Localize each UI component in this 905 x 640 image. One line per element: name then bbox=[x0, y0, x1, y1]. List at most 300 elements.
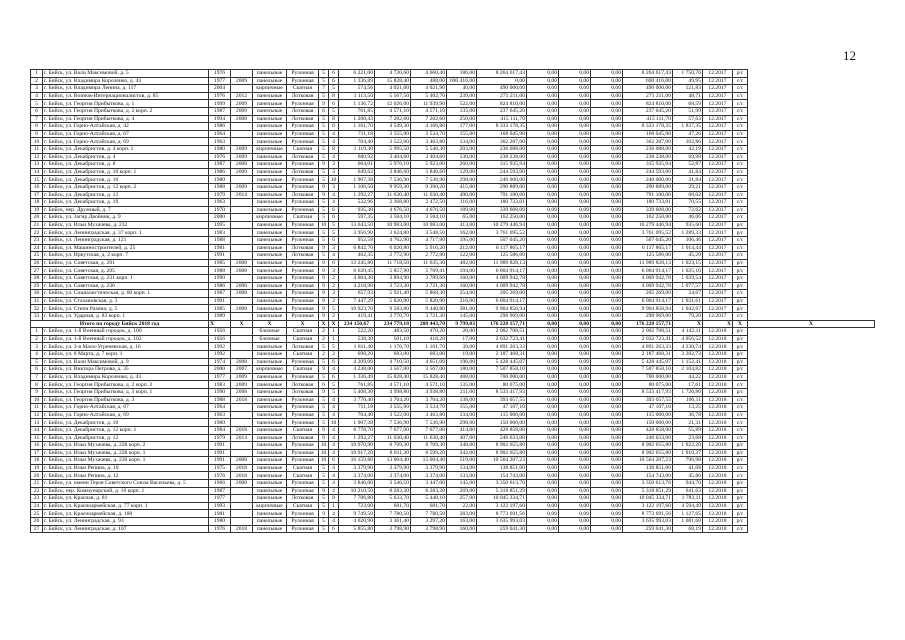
table-cell: 1956 bbox=[209, 335, 231, 343]
table-cell: Рулонная bbox=[287, 525, 319, 533]
table-cell: 4 bbox=[329, 199, 339, 207]
table-cell: р/с bbox=[733, 388, 748, 396]
table-cell: 2009 bbox=[231, 381, 253, 389]
table-row bbox=[31, 100, 875, 108]
table-cell: 13 bbox=[31, 419, 43, 427]
table-cell: 20 bbox=[31, 472, 43, 480]
table-cell bbox=[231, 85, 253, 93]
table-cell: 133,00 bbox=[447, 472, 477, 480]
table-cell: 0,00 bbox=[559, 221, 591, 229]
table-cell: 6 004 914,17 bbox=[477, 267, 527, 275]
table-cell: с/с bbox=[733, 183, 748, 191]
table-cell: г. Бийск, ул. Советская, д. 205 bbox=[43, 267, 209, 275]
table-cell: 8 283,30 bbox=[375, 487, 411, 495]
table-cell: г. Бийск, ул. Красноармейская, д. 180 bbox=[43, 510, 209, 518]
table-cell: 1986 bbox=[209, 123, 231, 131]
table-cell: г. Бийск, ул. Горно-Алтайская, д. 67 bbox=[43, 130, 209, 138]
table-cell: 13 004,40 bbox=[411, 457, 447, 465]
table-cell bbox=[231, 206, 253, 214]
table-cell: Рулонная bbox=[287, 457, 319, 465]
table-cell: г. Бийск, ул. Советская, д. 201 bbox=[43, 259, 209, 267]
table-cell: 5 820,90 bbox=[375, 297, 411, 305]
table-cell: 8 bbox=[31, 381, 43, 389]
table-cell: 20,00 bbox=[447, 328, 477, 336]
table-cell: с/с bbox=[733, 77, 748, 85]
table-cell: панельные bbox=[253, 153, 287, 161]
table-cell: с/с bbox=[733, 472, 748, 480]
table-cell: 12.2017 bbox=[703, 123, 733, 131]
section-cell: X bbox=[733, 320, 748, 328]
table-cell: 189,00 bbox=[447, 206, 477, 214]
table-cell: 1981 bbox=[209, 510, 231, 518]
table-cell: 0,00 bbox=[477, 77, 527, 85]
table-cell: 3 447,00 bbox=[411, 480, 447, 488]
table-cell: 6 bbox=[329, 100, 339, 108]
table-cell: г. Бийск, ул. Ленинградская, д. 121 bbox=[43, 237, 209, 245]
table-cell: 41,84 bbox=[673, 168, 703, 176]
table-cell: панельные bbox=[253, 495, 287, 503]
table-cell: 1 336,89 bbox=[339, 77, 375, 85]
table-cell: 0,00 bbox=[559, 252, 591, 260]
table-cell: 393 057,55 bbox=[477, 396, 527, 404]
table-body bbox=[31, 70, 875, 533]
table-cell: 2008 bbox=[231, 282, 253, 290]
table-cell: 0,00 bbox=[591, 229, 623, 237]
table-cell: 700 000,00 bbox=[477, 373, 527, 381]
table-cell: г. Бийск, ул. Степи Разина, д. 5 bbox=[43, 305, 209, 313]
table-cell: 9 bbox=[319, 267, 329, 275]
table-cell: 2008 bbox=[231, 358, 253, 366]
table-cell: 0,00 bbox=[527, 282, 559, 290]
table-cell: г. Бийск, ул. Ильи Репина, д. 10 bbox=[43, 464, 209, 472]
table-cell: 12.2017 bbox=[703, 115, 733, 123]
table-cell: г. Бийск, ул. Декабристов, д. 12 корп. 2 bbox=[43, 183, 209, 191]
table-cell: 160,00 bbox=[447, 275, 477, 283]
table-cell: 0,00 bbox=[527, 502, 559, 510]
table-cell: 1983 bbox=[209, 229, 231, 237]
table-cell: 154 743,00 bbox=[477, 472, 527, 480]
table-cell: 1987 bbox=[209, 290, 231, 298]
section-cell: X bbox=[748, 320, 875, 328]
table-cell: 12.2017 bbox=[703, 244, 733, 252]
table-cell: г. Бийск, ул. Горно-Алтайская, д. 69 bbox=[43, 411, 209, 419]
table-cell: 250,00 bbox=[447, 115, 477, 123]
table-cell: 15 bbox=[31, 434, 43, 442]
table-cell bbox=[231, 487, 253, 495]
table-cell: Рулонная bbox=[287, 70, 319, 78]
table-cell: 9 bbox=[319, 183, 329, 191]
table-cell: 0,00 bbox=[559, 411, 591, 419]
table-cell: 683,00 bbox=[411, 350, 447, 358]
table-row bbox=[31, 381, 875, 389]
table-cell: 138 851,00 bbox=[477, 464, 527, 472]
table-cell: с/с bbox=[733, 153, 748, 161]
table-cell: р/с bbox=[733, 282, 748, 290]
table-cell: 11 630,40 bbox=[411, 434, 447, 442]
table-cell: г. Бийск, ул. 1-й Военный городок, д. 102 bbox=[43, 335, 209, 343]
table-cell: 711,18 bbox=[339, 404, 375, 412]
table-cell: 342,00 bbox=[447, 449, 477, 457]
table-cell: 0,00 bbox=[527, 442, 559, 450]
table-cell: 0,00 bbox=[527, 518, 559, 526]
table-cell: 3 534,70 bbox=[411, 404, 447, 412]
table-row bbox=[31, 168, 875, 176]
table-cell: с/с bbox=[733, 381, 748, 389]
table-cell: 180,00 bbox=[447, 366, 477, 374]
table-row bbox=[31, 290, 875, 298]
table-cell: 490 000,00 bbox=[623, 85, 673, 93]
table-row bbox=[31, 77, 875, 85]
table-cell: 3 350 613,76 bbox=[477, 480, 527, 488]
table-cell: 51,99 bbox=[673, 107, 703, 115]
table-cell: 6 bbox=[329, 457, 339, 465]
table-cell: панельные bbox=[253, 381, 287, 389]
table-cell: 1995 bbox=[209, 221, 231, 229]
table-cell: 12.2017 bbox=[703, 259, 733, 267]
table-cell: 482,00 bbox=[447, 259, 477, 267]
table-cell: 11 630,40 bbox=[375, 191, 411, 199]
table-cell: г. Бийск, ул. Декабристов, д. 10 bbox=[43, 419, 209, 427]
table-cell: 0,00 bbox=[591, 85, 623, 93]
table-cell: 10 983,00 bbox=[375, 221, 411, 229]
table-cell: панельные bbox=[253, 343, 287, 351]
table-cell: 194,00 bbox=[447, 267, 477, 275]
table-cell bbox=[231, 419, 253, 427]
table-cell: Лотковая bbox=[287, 434, 319, 442]
table-cell: 2009 bbox=[231, 100, 253, 108]
table-cell: 1991 bbox=[209, 297, 231, 305]
table-cell: 8 bbox=[31, 123, 43, 131]
table-cell: Скатная bbox=[287, 145, 319, 153]
table-cell: 12.2017 bbox=[703, 107, 733, 115]
table-cell: с/с bbox=[733, 464, 748, 472]
table-cell: 23,68 bbox=[673, 434, 703, 442]
table-cell: 5 bbox=[329, 85, 339, 93]
table-cell: 12 026,00 bbox=[375, 100, 411, 108]
table-cell: 935,30 bbox=[339, 206, 375, 214]
table-cell: 155,00 bbox=[447, 404, 477, 412]
table-cell bbox=[231, 510, 253, 518]
table-cell: 34,67 bbox=[673, 290, 703, 298]
table-cell: 12.2017 bbox=[703, 168, 733, 176]
table-cell: 5 bbox=[319, 214, 329, 222]
table-cell: 4 218,90 bbox=[339, 282, 375, 290]
table-cell: 4 bbox=[329, 252, 339, 260]
table-cell: блочные bbox=[253, 328, 287, 336]
table-cell: 240 000,00 bbox=[477, 176, 527, 184]
table-cell: 490,00 bbox=[447, 191, 477, 199]
table-cell: 1984 bbox=[209, 426, 231, 434]
table-cell: 3 463,80 bbox=[411, 138, 447, 146]
table-cell: 4 009 942,78 bbox=[623, 282, 673, 290]
table-cell: Лотковая bbox=[287, 252, 319, 260]
table-cell: 168 045,90 bbox=[477, 130, 527, 138]
table-cell: 2012 bbox=[231, 92, 253, 100]
table-cell: 8 bbox=[329, 145, 339, 153]
table-cell: 4 142,11 bbox=[673, 328, 703, 336]
section-cell: 234 779,18 bbox=[375, 320, 411, 328]
table-cell: 1 161,70 bbox=[339, 123, 375, 131]
table-cell: 0,00 bbox=[591, 138, 623, 146]
table-cell: 12.2017 bbox=[703, 297, 733, 305]
table-cell: 5 bbox=[319, 419, 329, 427]
table-cell: 0,00 bbox=[591, 419, 623, 427]
table-row bbox=[31, 358, 875, 366]
table-cell: Рулонная bbox=[287, 487, 319, 495]
table-cell: 30 bbox=[31, 290, 43, 298]
table-cell: 41,08 bbox=[673, 464, 703, 472]
table-row bbox=[31, 92, 875, 100]
table-row bbox=[31, 244, 875, 252]
table-cell: 2018 bbox=[231, 525, 253, 533]
table-cell: 0,00 bbox=[559, 487, 591, 495]
table-cell: 2009 bbox=[231, 107, 253, 115]
section-cell: X bbox=[329, 320, 339, 328]
table-cell: 10 564 207,23 bbox=[477, 457, 527, 465]
table-cell: 339 608,00 bbox=[477, 206, 527, 214]
table-row bbox=[31, 343, 875, 351]
table-cell: 65,00 bbox=[447, 214, 477, 222]
table-cell: 1988 bbox=[209, 183, 231, 191]
table-cell: Рулонная bbox=[287, 229, 319, 237]
table-cell: 12.2018 bbox=[703, 328, 733, 336]
table-cell: 12.2017 bbox=[703, 85, 733, 93]
table-cell: 3 624,80 bbox=[375, 229, 411, 237]
table-cell: 1 106,50 bbox=[339, 183, 375, 191]
table-cell: 244 593,00 bbox=[477, 168, 527, 176]
table-cell: 3 361,40 bbox=[375, 518, 411, 526]
table-cell: 13 004,40 bbox=[375, 457, 411, 465]
table-cell: 0,00 bbox=[527, 388, 559, 396]
table-cell: 9 bbox=[319, 282, 329, 290]
table-cell: 177,00 bbox=[447, 123, 477, 131]
table-cell: 0,00 bbox=[527, 153, 559, 161]
table-cell: 824 810,00 bbox=[477, 100, 527, 108]
table-cell: 11 939,90 bbox=[411, 100, 447, 108]
table-cell: 2 bbox=[319, 328, 329, 336]
table-cell: 26 bbox=[31, 259, 43, 267]
table-cell: 7 536,90 bbox=[411, 176, 447, 184]
table-cell: 4 238,00 bbox=[339, 366, 375, 374]
table-cell: г. Бийск, ул. Горно-Алтайская, д. 69 bbox=[43, 138, 209, 146]
table-row bbox=[31, 252, 875, 260]
table-cell: 12 bbox=[31, 153, 43, 161]
table-cell: 0,00 bbox=[591, 404, 623, 412]
table-cell: 5 402,70 bbox=[411, 92, 447, 100]
table-cell: 5 bbox=[319, 123, 329, 131]
table-cell: 10 bbox=[31, 138, 43, 146]
table-cell: 1963 bbox=[209, 411, 231, 419]
table-cell: 1977 bbox=[209, 77, 231, 85]
table-cell: 5 bbox=[31, 358, 43, 366]
table-cell: Скатная bbox=[287, 335, 319, 343]
table-cell: 12.2018 bbox=[703, 335, 733, 343]
page-number: 12 bbox=[843, 48, 856, 63]
table-cell: 3 770,40 bbox=[339, 396, 375, 404]
table-cell: 0,00 bbox=[591, 472, 623, 480]
table-cell: 3 761 695,52 bbox=[623, 229, 673, 237]
section-total-row bbox=[31, 320, 875, 328]
table-cell: 0,00 bbox=[591, 366, 623, 374]
table-cell: г. Бийск, ул. Декабристов, д. 10 корп. 1 bbox=[43, 168, 209, 176]
table-cell: г. Бийск, ул. Декабристов, д. 12 bbox=[43, 191, 209, 199]
table-cell: Лотковая bbox=[287, 388, 319, 396]
table-cell: г. Бийск, ул. имени Героя Советского Союза Васильева, д. 5 bbox=[43, 480, 209, 488]
table-row bbox=[31, 335, 875, 343]
table-cell: 116,00 bbox=[447, 199, 477, 207]
table-cell: 138 851,00 bbox=[623, 464, 673, 472]
table-cell: 1993 bbox=[209, 502, 231, 510]
table-cell: 681,70 bbox=[375, 502, 411, 510]
table-cell: 3 379,90 bbox=[339, 464, 375, 472]
section-cell: X bbox=[287, 320, 319, 328]
table-cell: 12.2017 bbox=[703, 282, 733, 290]
table-cell: 14 bbox=[31, 426, 43, 434]
table-cell: 1985 bbox=[209, 305, 231, 313]
table-cell: 1985 bbox=[209, 259, 231, 267]
table-cell: Рулонная bbox=[287, 518, 319, 526]
table-cell: 11 630,40 bbox=[411, 191, 447, 199]
table-cell: с/с bbox=[733, 419, 748, 427]
table-cell: 4 720,60 bbox=[375, 70, 411, 78]
table-cell: 2007 bbox=[231, 366, 253, 374]
table-cell: 1994 bbox=[209, 115, 231, 123]
table-cell: 3 846,00 bbox=[339, 480, 375, 488]
table-cell: 205 269,00 bbox=[477, 290, 527, 298]
table-cell: 0,00 bbox=[559, 366, 591, 374]
table-cell: 12.2018 bbox=[703, 525, 733, 533]
table-cell: 42,19 bbox=[673, 145, 703, 153]
table-cell: 1980 bbox=[209, 176, 231, 184]
table-cell: 25 bbox=[31, 252, 43, 260]
table-cell: 3 404,60 bbox=[375, 153, 411, 161]
table-cell: 1980 bbox=[209, 145, 231, 153]
table-cell: 428 858,00 bbox=[623, 426, 673, 434]
table-cell: 4 bbox=[329, 426, 339, 434]
table-cell: 5 868,30 bbox=[411, 290, 447, 298]
table-cell bbox=[231, 214, 253, 222]
table-cell: 0,00 bbox=[559, 335, 591, 343]
table-cell: г. Бийск, ул. Виктора Петрова, д. 35 bbox=[43, 366, 209, 374]
table-cell: 1 077,57 bbox=[673, 282, 703, 290]
table-cell: с/с bbox=[733, 252, 748, 260]
table-cell: р/с bbox=[733, 358, 748, 366]
table-cell: 134,00 bbox=[447, 411, 477, 419]
table-cell: 1992 bbox=[209, 343, 231, 351]
table-cell: 12.2018 bbox=[703, 419, 733, 427]
table-cell: 12.2018 bbox=[703, 457, 733, 465]
table-cell: 0,00 bbox=[591, 480, 623, 488]
table-cell: 3 704,20 bbox=[411, 396, 447, 404]
table-cell: 9 bbox=[319, 191, 329, 199]
table-cell: 3 956,90 bbox=[339, 229, 375, 237]
table-cell: 0,00 bbox=[527, 305, 559, 313]
table-cell: 237 645,20 bbox=[623, 107, 673, 115]
table-cell: 5 bbox=[319, 92, 329, 100]
table-cell: 0,00 bbox=[559, 358, 591, 366]
table-cell: 40,00 bbox=[447, 85, 477, 93]
table-cell: 2 104,82 bbox=[673, 366, 703, 374]
table-cell: 0,00 bbox=[559, 145, 591, 153]
table-cell: г. Бийск, ул. Ударная, д. 83 корп. 1 bbox=[43, 313, 209, 321]
table-cell: 1976 bbox=[209, 525, 231, 533]
table-cell: 5 976,10 bbox=[375, 161, 411, 169]
table-cell: блочные bbox=[253, 335, 287, 343]
table-cell: 1975 bbox=[209, 464, 231, 472]
table-cell: 135,00 bbox=[447, 107, 477, 115]
table-cell: 2 bbox=[319, 335, 329, 343]
table-cell: г. Бийск, ул. Ленинградская, д. 107 bbox=[43, 525, 209, 533]
table-row bbox=[31, 350, 875, 358]
table-cell: 6 bbox=[31, 107, 43, 115]
table-cell: 298,00 bbox=[447, 419, 477, 427]
table-cell: 8 533 417,93 bbox=[477, 388, 527, 396]
table-cell: 2000 bbox=[209, 366, 231, 374]
table-cell: 8 773 691,56 bbox=[477, 510, 527, 518]
table-cell: 3 798,90 bbox=[411, 525, 447, 533]
section-cell: 0,00 bbox=[591, 320, 623, 328]
table-cell: 259 041,30 bbox=[477, 525, 527, 533]
table-cell: 0,00 bbox=[527, 229, 559, 237]
table-cell bbox=[231, 404, 253, 412]
table-cell: 0,00 bbox=[591, 434, 623, 442]
table-cell: 12.2018 bbox=[703, 373, 733, 381]
table-cell: с/с bbox=[733, 123, 748, 131]
table-cell: р/с bbox=[733, 229, 748, 237]
table-cell: 0,00 bbox=[527, 259, 559, 267]
table-cell: 2 bbox=[329, 282, 339, 290]
table-cell: 3 bbox=[31, 343, 43, 351]
table-cell: 1 113,50 bbox=[339, 92, 375, 100]
table-cell: 10 970,90 bbox=[339, 442, 375, 450]
table-cell: 2008 bbox=[231, 388, 253, 396]
table-cell: 12.2017 bbox=[703, 199, 733, 207]
table-cell bbox=[231, 297, 253, 305]
table-cell: 1 029,54 bbox=[673, 275, 703, 283]
table-cell: 257,00 bbox=[447, 495, 477, 503]
table-cell: г. Бийск, ул. Владимира Короленко, д. 43 bbox=[43, 77, 209, 85]
table-cell: 8 902 655,80 bbox=[623, 449, 673, 457]
table-cell: 6 bbox=[329, 206, 339, 214]
table-cell: Рулонная bbox=[287, 100, 319, 108]
table-cell: 5 bbox=[319, 343, 329, 351]
table-cell: 4 998,80 bbox=[375, 388, 411, 396]
table-cell: 1980 bbox=[209, 518, 231, 526]
table-cell: 407,00 bbox=[447, 434, 477, 442]
table-cell: 1988 bbox=[209, 237, 231, 245]
table-cell: 704,40 bbox=[339, 411, 375, 419]
table-cell: панельные bbox=[253, 313, 287, 321]
table-cell: 3 798,90 bbox=[375, 525, 411, 533]
table-cell: кирпичные bbox=[253, 85, 287, 93]
table-cell: 239,00 bbox=[447, 92, 477, 100]
table-cell: 145,00 bbox=[447, 480, 477, 488]
table-cell: Рулонная bbox=[287, 396, 319, 404]
table-cell: 0,00 bbox=[591, 335, 623, 343]
table-cell: Рулонная bbox=[287, 373, 319, 381]
table-cell: г. Бийск, ул. 1-й Военный городок, д. 100 bbox=[43, 328, 209, 336]
table-cell: 6 117 865,17 bbox=[623, 244, 673, 252]
table-cell: 4 bbox=[329, 404, 339, 412]
table-cell: 283,00 bbox=[447, 510, 477, 518]
table-cell: 22 bbox=[31, 229, 43, 237]
table-cell: 46,06 bbox=[673, 214, 703, 222]
table-cell: 0,00 bbox=[559, 502, 591, 510]
table-cell: 2018 bbox=[231, 464, 253, 472]
table-cell: 2 bbox=[329, 350, 339, 358]
table-row bbox=[31, 259, 875, 267]
table-cell: 168 045,90 bbox=[623, 130, 673, 138]
